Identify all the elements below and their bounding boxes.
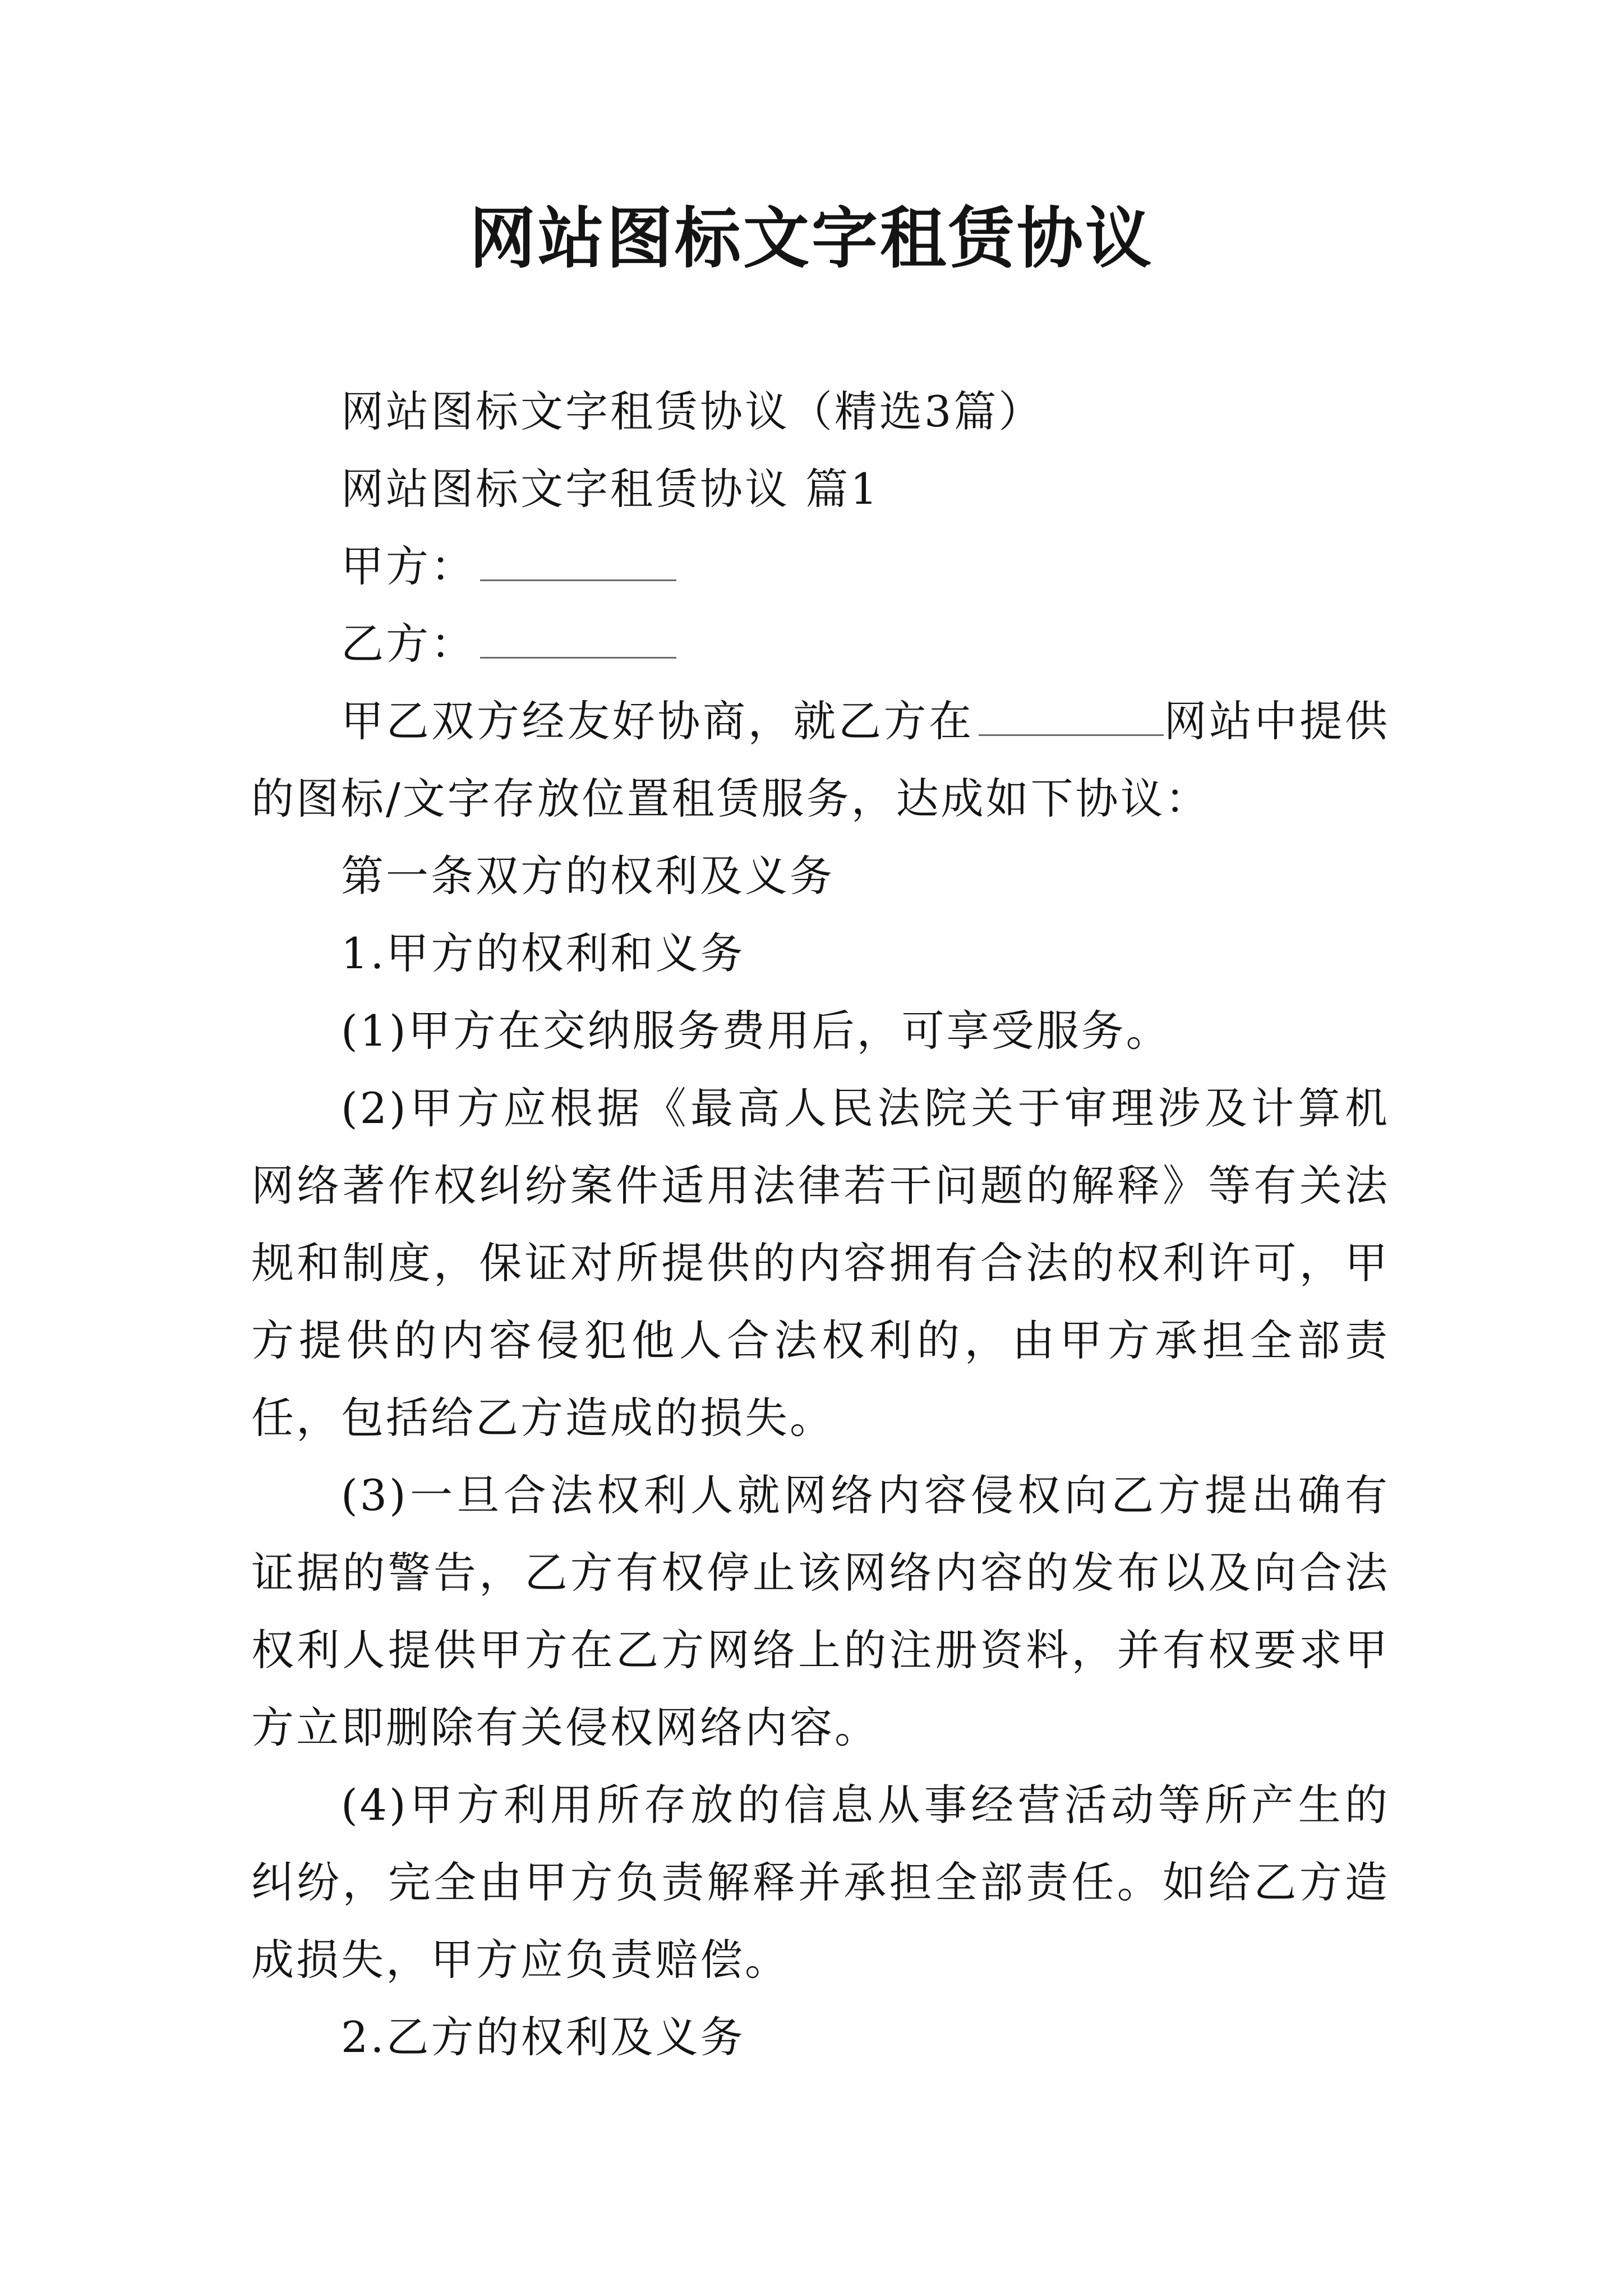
article-1-heading: 第一条双方的权利及义务 — [341, 851, 834, 901]
party-a-line — [251, 528, 1390, 605]
party-a-item-3: (3)一旦合法权利人就网络内容侵权向乙方提出确有证据的警告，乙方有权停止该网络内容的发布以及向合法权利人提供甲方在乙方网络上的注册资料，并有权要求甲方立即删除有关侵权网络内容。 — [251, 1470, 1390, 1752]
intro-paragraph — [251, 683, 1390, 838]
party-b-line — [251, 605, 1390, 683]
party-b-rights-heading: 2.乙方的权利及义务 — [341, 2012, 745, 2062]
party-b-label: 乙方： — [341, 619, 476, 669]
party-a-item-1: (1)甲方在交纳服务费用后，可享受服务。 — [341, 1006, 1171, 1056]
subtitle: 网站图标文字租赁协议（精选3篇） — [341, 386, 1044, 436]
party-a-item-2: (2)甲方应根据《最高人民法院关于审理涉及计算机网络著作权纠纷案件适用法律若干问题的解释》等有关法规和制度，保证对所提供的内容拥有合法的权利许可，甲方提供的内容侵犯他人合法权利的，由甲方承担全部责任，包括给乙方造成的损失。 — [251, 1083, 1390, 1443]
document-body — [251, 373, 1390, 2076]
party-b-blank — [480, 623, 676, 659]
section-heading: 网站图标文字租赁协议 篇1 — [341, 464, 880, 514]
website-blank — [979, 701, 1164, 736]
party-a-blank — [480, 546, 676, 581]
party-a-item-4: (4)甲方利用所存放的信息从事经营活动等所产生的纠纷，完全由甲方负责解释并承担全部责任。如给乙方造成损失，甲方应负责赔偿。 — [251, 1780, 1390, 1985]
intro-pre: 甲乙双方经友好协商，就乙方在 — [341, 696, 974, 746]
party-a-rights-heading: 1.甲方的权利和义务 — [341, 928, 745, 978]
party-a-label: 甲方： — [341, 541, 476, 591]
intro-post: 网站中提供的图标/文字存放位置租赁服务，达成如下协议： — [251, 696, 1390, 823]
document-title: 网站图标文字租赁协议 — [469, 199, 1154, 277]
